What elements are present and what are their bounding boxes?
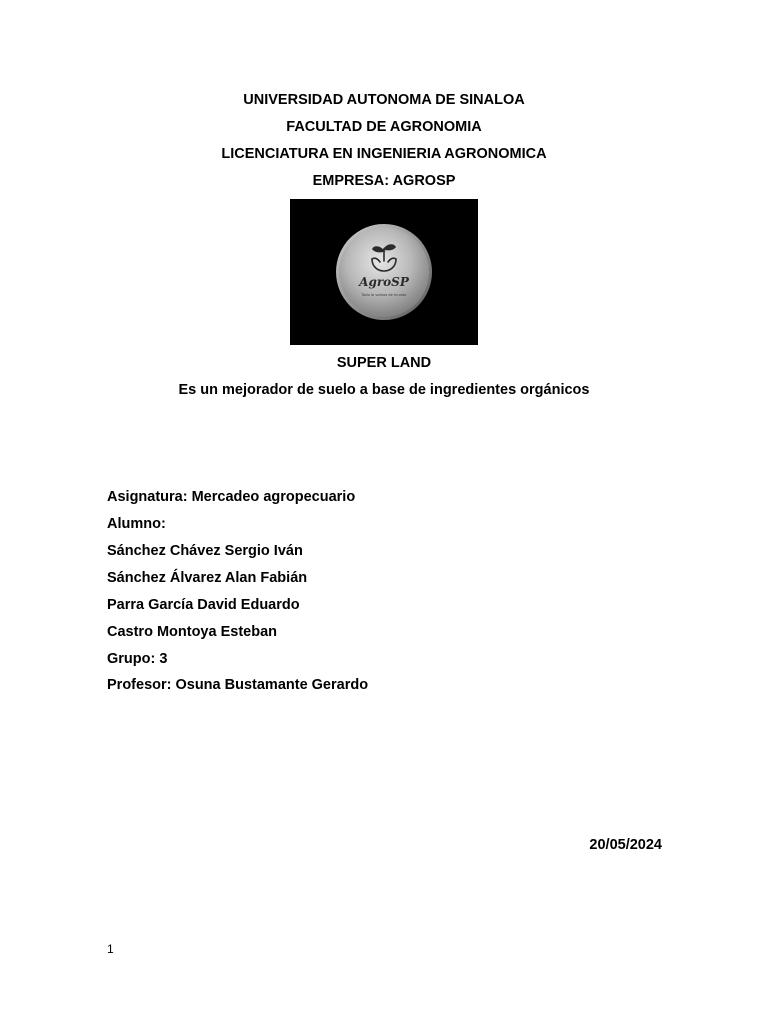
- professor-line: Profesor: Osuna Bustamante Gerardo: [107, 677, 369, 693]
- company-title: EMPRESA: AGROSP: [312, 173, 456, 189]
- logo-tagline: Todo lo vamos de mundo: [361, 293, 407, 297]
- page-number: 1: [107, 942, 114, 956]
- students-label: Alumno:: [107, 516, 166, 532]
- university-title: UNIVERSIDAD AUTONOMA DE SINALOA: [243, 92, 525, 108]
- faculty-title: FACULTAD DE AGRONOMIA: [286, 119, 482, 135]
- logo-brand-text: AgroSP: [359, 275, 409, 289]
- product-name: SUPER LAND: [336, 355, 432, 371]
- student-name: Sánchez Álvarez Alan Fabián: [107, 570, 308, 586]
- logo-medallion: [339, 227, 429, 317]
- degree-title: LICENCIATURA EN INGENIERIA AGRONOMICA: [221, 146, 547, 162]
- document-date: 20/05/2024: [589, 837, 662, 853]
- product-description: Es un mejorador de suelo a base de ingredientes orgánicos: [178, 382, 590, 398]
- student-name: Castro Montoya Esteban: [107, 624, 277, 640]
- student-name: Parra García David Eduardo: [107, 597, 300, 613]
- subject-line: Asignatura: Mercadeo agropecuario: [107, 489, 356, 505]
- company-logo: [290, 199, 478, 345]
- student-name: Sánchez Chávez Sergio Iván: [107, 543, 303, 559]
- group-line: Grupo: 3: [107, 651, 168, 667]
